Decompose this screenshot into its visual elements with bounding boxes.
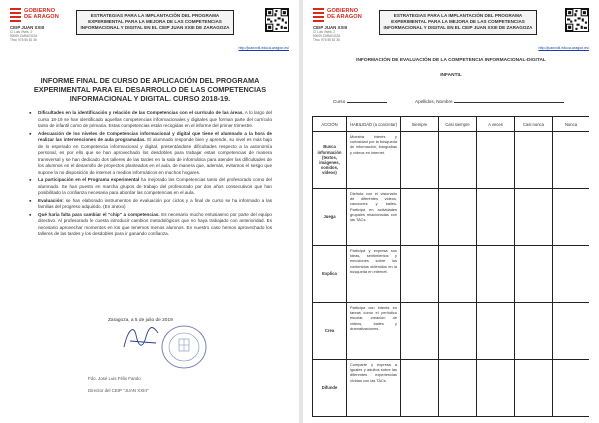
rating-cell[interactable] [401,246,439,303]
course-field[interactable] [333,99,387,104]
school-stamp [160,324,208,370]
rating-cell[interactable] [553,246,590,303]
rating-cell[interactable] [477,189,515,246]
school-url-link[interactable]: http://juanxxiii.educa.aragon.es/ [538,46,589,50]
rating-cell[interactable] [439,303,477,360]
signer-name: Fdo. José Luis Félix Fando [88,376,141,381]
column-header: HABILIDAD (a concretar) [347,117,401,132]
rating-cell[interactable] [401,360,439,417]
name-label: Apellidos, Nombre [415,99,453,104]
government-logo [10,8,68,42]
evaluation-title: INFORMACIÓN DE EVALUACIÓN DE LA COMPETENCIA INFORMACIONAL-DIGITAL [356,58,546,63]
address-line: C/ Luis Vives, 2 [313,30,336,34]
list-item: ● La participación en el Programa experimental ha mejorado las Competencias tanto del profesorado como del alumnado. Se han puesto en marcha grupos de trabajo del profesorado por dos años consecutivos que han posibilitado la confianza necesaria para abordar las competencias en el aula. [28,177,272,197]
evaluation-table [312,116,589,417]
evaluation-table-container [312,116,589,423]
gov-line-2: DE ARAGON [24,14,59,21]
address-line: 50009 ZARAGOZA [313,34,341,38]
name-blank[interactable] [454,102,564,103]
rating-cell[interactable] [515,246,553,303]
signer-role: Director del CEIP "JUAN XXIII" [88,388,149,393]
header-title: ESTRATEGIAS PARA LA IMPLANTACIÓN DEL PROGRAMA EXPERIMENTAL PARA LA MEJORA DE LAS COMPETENCIAS INFORMACIONAL Y DIGITAL EN EL CEIP JUAN XXIII DE ZARAGOZA [379,10,537,35]
rating-cell[interactable] [439,189,477,246]
report-title: INFORME FINAL DE CURSO DE APLICACIÓN DEL PROGRAMA EXPERIMENTAL PARA EL DESARROLLO DE LAS COMPETENCIAS INFORMACIONAL Y DIGITAL. CURSO 2018-19. [33,76,267,104]
action-cell: Crea [313,303,347,360]
action-cell: Juega [313,189,347,246]
gov-line-2: DE ARAGON [327,14,362,21]
rating-cell[interactable] [439,132,477,189]
table-row [313,360,590,417]
course-label: Curso [333,99,346,104]
aragon-flag-icon [313,8,324,22]
report-item-list [28,110,272,239]
page-header [0,6,299,52]
skill-cell: Muestra interés y curiosidad por la búsqueda de información, fotografías y vídeos en internet. [347,132,401,189]
rating-cell[interactable] [515,360,553,417]
rating-cell[interactable] [439,360,477,417]
evaluation-subtitle: INFANTIL [440,73,462,78]
qr-code-icon [565,8,589,32]
gov-line-1: GOBIERNO [24,8,56,14]
gov-line-1: GOBIERNO [327,8,359,14]
address-line: C/ Luis Vives, 2 [10,30,33,34]
government-logo [313,8,371,42]
skill-cell: Participa con interés en tareas como el periódico escolar, creación de videos, bailes y dramatizaciones. [347,303,401,360]
list-item: ● Evaluación: se han elaborado instrumentos de evaluación por ciclos y a final de curso se ha informado a las familias del progreso adquirido. (En anexo) [28,198,272,211]
rating-cell[interactable] [401,132,439,189]
table-row [313,246,590,303]
handwritten-signature [120,321,164,355]
skill-cell: Participa y expresa sus ideas, sentimientos y emociones sobre los contenidos obtenidos en la búsqueda en internet. [347,246,401,303]
address-line: Tfno: 976 55 52 36 [313,38,340,42]
rating-cell[interactable] [553,360,590,417]
skill-cell: Disfruta con el visionado de diferentes videos, canciones y bailes. Participa en actividades grupales relacionadas con las TACs. [347,189,401,246]
school-url-link[interactable]: http://juanxxiii.educa.aragon.es/ [238,46,289,50]
table-row [313,189,590,246]
table-header-row [313,117,590,132]
school-name: CEIP JUAN XXIII [10,25,45,30]
rating-cell[interactable] [553,132,590,189]
rating-cell[interactable] [401,303,439,360]
rating-cell[interactable] [439,246,477,303]
table-row [313,303,590,360]
list-item: ● Adecuación de los niveles de Competencias informacional y digital que tiene el alumnado a la hora de realizar las intervenciones de aula programadas. El alumnado responde bien y aprende, su nivel es más bajo de lo esperado en Competencia informacional y digital, presentándose dificultades respecto a la autonomía personal, es por ello que se han aprovechado los desdobles para trabajar estas competencias de manera transversal y se han dedicado dos talleres de las tardes en la sala de informática para atender las dificultades de los alumnos en el desarrollo de proyectos planteados en el aula, de manera que, además, evitamos el sesgo que supone la no disposición de internet o medios informáticos en muchos hogares. [28,131,272,177]
rating-cell[interactable] [553,189,590,246]
action-cell: Explica [313,246,347,303]
column-header: ACCIÓN [313,117,347,132]
rating-cell[interactable] [477,132,515,189]
page-header [303,6,599,52]
action-cell: Difunde [313,360,347,417]
rating-cell[interactable] [515,303,553,360]
report-page [0,0,299,423]
evaluation-page [303,0,599,423]
skill-cell: Comparte y expresa a iguales y adultos sobre las diferentes experiencias vividas con las TACs. [347,360,401,417]
rating-cell[interactable] [477,246,515,303]
rating-cell[interactable] [515,189,553,246]
rating-cell[interactable] [477,360,515,417]
header-title: ESTRATEGIAS PARA LA IMPLANTACIÓN DEL PROGRAMA EXPERIMENTAL PARA LA MEJORA DE LAS COMPETENCIAS INFORMACIONAL Y DIGITAL EN EL CEIP JUAN XXIII DE ZARAGOZA [76,10,234,35]
school-name: CEIP JUAN XXIII [313,25,348,30]
column-header: Siempre [401,117,439,132]
address-line: Tfno: 976 55 52 36 [10,38,37,42]
address-line: 50009 ZARAGOZA [10,34,38,38]
date-line: Zaragoza, a 5 de julio de 2019 [108,318,173,323]
rating-cell[interactable] [401,189,439,246]
action-cell: Busca información (textos, imágenes, sonidos, vídeos) [313,132,347,189]
column-header: Casi nunca [515,117,553,132]
name-field[interactable] [415,99,564,104]
column-header: Casi siempre [439,117,477,132]
column-header: Nunca [553,117,590,132]
course-blank[interactable] [347,102,387,103]
aragon-flag-icon [10,8,21,22]
rating-cell[interactable] [553,303,590,360]
rating-cell[interactable] [477,303,515,360]
list-item: ● Dificultades en la identificación y relación de las Competencias con el currículo de las áreas. A lo largo del curso 18-19 se han identificado aquellas competencias informacionales y digitales que forman parte del currículo tanto de infantil como de primaria. Estas competencias están recogidas en el informe del primer trimestre. [28,110,272,130]
list-item: ● Qué haría falta para cambiar el "chip" a competencias. Es necesario mucho entusiasmo por parte del equipo directivo. Al profesorado le cuesta introducir cambios metodológicos que no haya trabajado con anterioridad. Es necesario aprovechar momentos en los que tenemos menos alumnos. En nuestro caso hemos aprovechado los talleres de las tardes y los desdobles para ir ganando confianza. [28,212,272,238]
rating-cell[interactable] [515,132,553,189]
qr-code-icon [265,8,289,32]
column-header: A veces [477,117,515,132]
table-row [313,132,590,189]
